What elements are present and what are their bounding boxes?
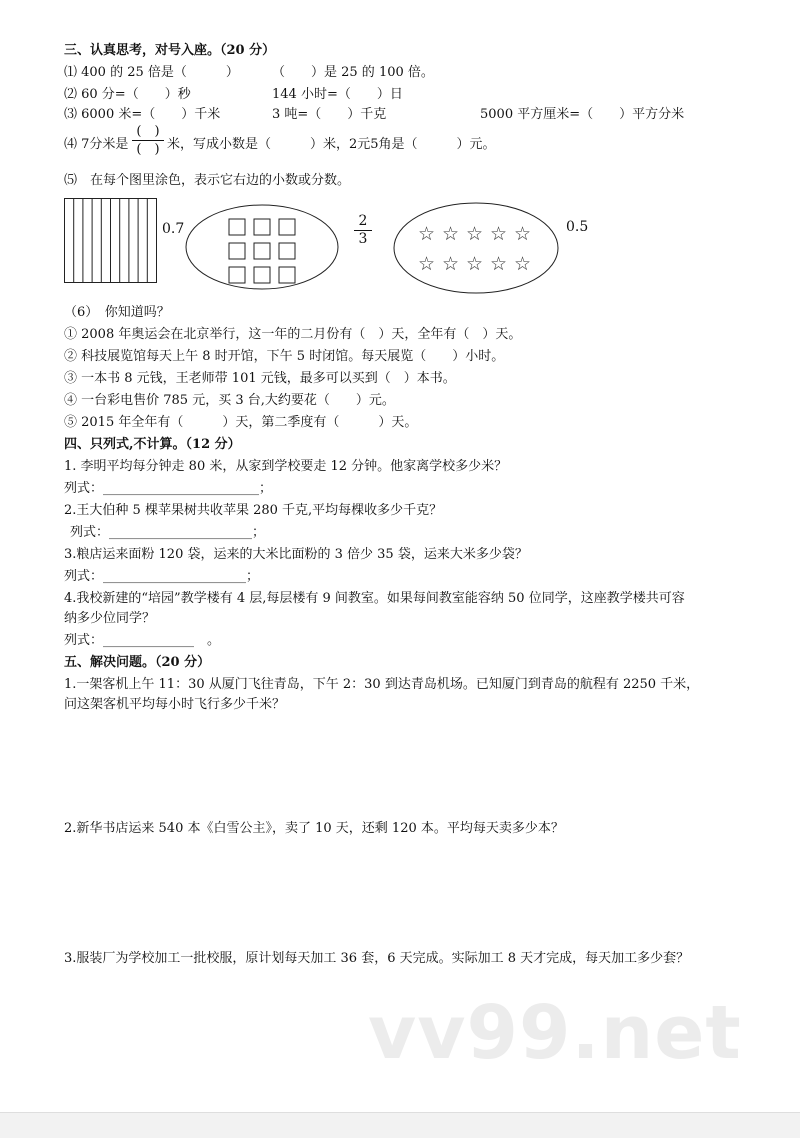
s4-question-4-line1: 4.我校新建的“培园”教学楼有 4 层,每层楼有 9 间教室。如果每间教室能容纳 50 位同学，这座教学楼共可容 [64, 591, 685, 606]
q2-part-a: ⑵ 60 分=（ ）秒 [64, 87, 191, 102]
s4-answer-line-2: 列式：______________________； [70, 525, 266, 540]
figure2-fraction-label [354, 214, 372, 247]
figure2-numerator: 2 [358, 213, 368, 229]
star-icon: ☆ [490, 223, 508, 245]
s4-question-1: 1. 李明平均每分钟走 80 米，从家到学校要走 12 分钟。他家离学校多少米？ [64, 459, 508, 474]
star-icon: ☆ [442, 223, 460, 245]
s4-answer-line-4: 列式：______________ 。 [64, 633, 221, 648]
star-icon: ☆ [442, 253, 460, 275]
q6-item: ② 科技展览馆每天上午 8 时开馆，下午 5 时闭馆。每天展览（ ）小时。 [64, 349, 505, 364]
s4-question-3: 3.粮店运来面粉 120 袋，运来的大米比面粉的 3 倍少 35 袋，运来大米多少袋？ [64, 547, 528, 562]
s5-question-3: 3.服装厂为学校加工一批校服，原计划每天加工 36 套，6 天完成。实际加工 8 天才完成，每天加工多少套？ [64, 951, 690, 966]
squares-ellipse-figure [184, 203, 340, 293]
figure2-denominator: 3 [358, 231, 368, 247]
q6-item: ⑤ 2015 年全年有（ ）天，第二季度有（ ）天。 [64, 415, 418, 430]
star-icon: ☆ [514, 253, 532, 275]
fraction-bar [132, 140, 164, 141]
watermark: vv99.net [368, 990, 742, 1076]
page-bottom-edge [0, 1112, 800, 1138]
s4-answer-line-3: 列式：______________________； [64, 569, 260, 584]
star-icon: ☆ [418, 223, 436, 245]
s5-question-1-line1: 1.一架客机上午 11：30 从厦门飞往青岛，下午 2：30 到达青岛机场。已知厦门到青岛的航程有 2250 千米， [64, 677, 700, 692]
section5-heading: 五、解决问题。（20 分） [64, 655, 211, 670]
s4-question-4-line2: 纳多少位同学？ [64, 611, 156, 626]
q4-fraction-blank [132, 124, 164, 157]
strip-rectangle-figure [64, 198, 160, 284]
q5-instruction: ⑸ 在每个图里涂色，表示它右边的小数或分数。 [64, 173, 351, 188]
figure3-label: 0.5 [566, 219, 589, 235]
q2-part-b: 144 小时=（ ）日 [272, 87, 403, 102]
stars-ellipse-figure [392, 201, 562, 297]
q3-part-a: ⑶ 6000 米=（ ）千米 [64, 107, 221, 122]
q4-prefix: ⑷ 7分米是 [64, 137, 129, 152]
section3-heading: 三、认真思考，对号入座。（20 分） [64, 43, 276, 58]
star-icon: ☆ [418, 253, 436, 275]
q3-part-c: 5000 平方厘米=（ ）平方分米 [480, 107, 685, 122]
star-icon: ☆ [490, 253, 508, 275]
s4-question-2: 2.王大伯种 5 棵苹果树共收苹果 280 千克,平均每棵收多少千克？ [64, 503, 443, 518]
q6-item: ③ 一本书 8 元钱，王老师带 101 元钱，最多可以买到（ ）本书。 [64, 371, 456, 386]
q4-fraction-denominator: ( ) [136, 142, 160, 157]
star-icon: ☆ [466, 223, 484, 245]
q4-fraction-numerator: ( ) [136, 124, 160, 139]
q4-suffix: 米，写成小数是（ ）米，2元5角是（ ）元。 [167, 137, 496, 152]
q1-part-b: （ ）是 25 的 100 倍。 [272, 65, 434, 80]
section4-heading: 四、只列式,不计算。（12 分） [64, 437, 241, 452]
s5-question-1-line2: 问这架客机平均每小时飞行多少千米？ [64, 697, 286, 712]
star-icon: ☆ [514, 223, 532, 245]
q6-title: （6） 你知道吗？ [64, 305, 170, 320]
q6-item: ① 2008 年奥运会在北京举行，这一年的二月份有（ ）天，全年有（ ）天。 [64, 327, 522, 342]
figure1-label: 0.7 [162, 221, 185, 237]
q6-item: ④ 一台彩电售价 785 元，买 3 台,大约要花（ ）元。 [64, 393, 395, 408]
q1-part-a: ⑴ 400 的 25 倍是（ ） [64, 65, 239, 80]
s4-answer-line-1: 列式：________________________； [64, 481, 273, 496]
q3-part-b: 3 吨=（ ）千克 [272, 107, 387, 122]
s5-question-2: 2.新华书店运来 540 本《白雪公主》，卖了 10 天，还剩 120 本。平均每天卖多少本？ [64, 821, 564, 836]
star-icon: ☆ [466, 253, 484, 275]
